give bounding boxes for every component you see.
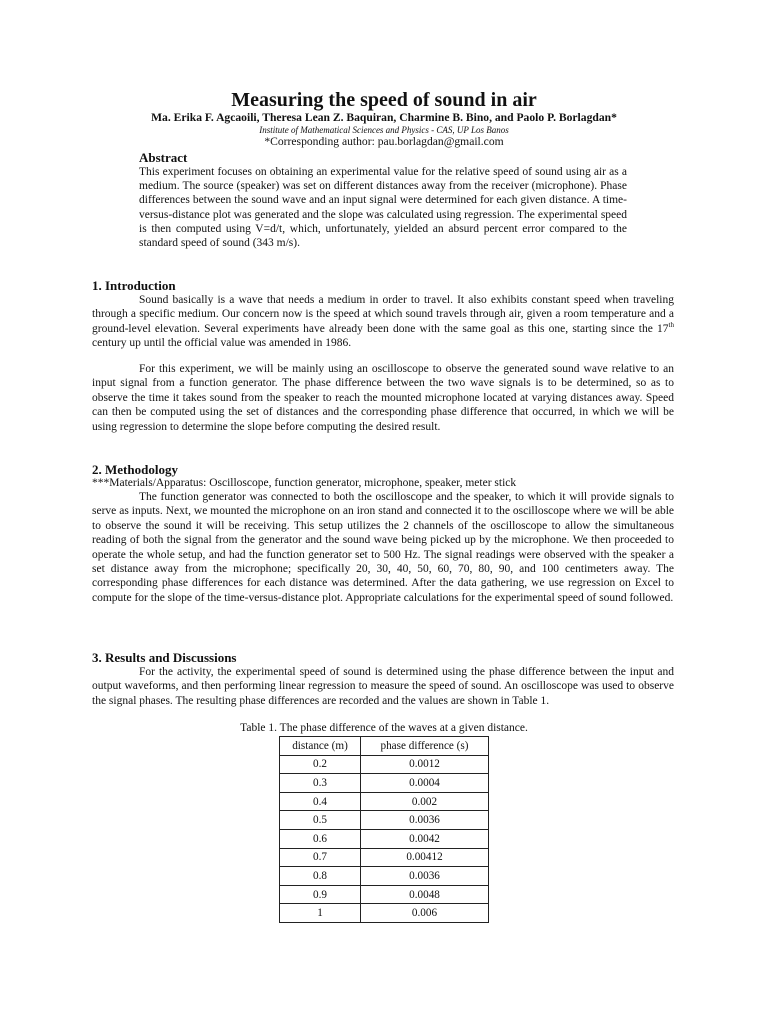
distance-cell: 0.3 [280,774,361,793]
phase-difference-cell: 0.0004 [361,774,489,793]
table-header-row [280,737,489,756]
introduction-paragraph-2: For this experiment, we will be mainly using an oscilloscope to observe the generated sound wave relative to an input signal from a function generator. The phase difference between the two wave signals is to be determined, so as to observe the time it takes sound from the speaker to reach the mounted microphone located at varying distances away. Speed can then be computed using the set of distances and the corresponding phase difference that occurred, in which we will be using regression to determine the slope before computing the desired result. [92,363,674,433]
corresponding-author: *Corresponding author: pau.borlagdan@gmail.com [264,135,504,148]
column-header-phase-difference: phase difference (s) [361,737,489,756]
paper-title: Measuring the speed of sound in air [231,89,537,111]
abstract-text: This experiment focuses on obtaining an experimental value for the relative speed of sound using air as a medium. The source (speaker) was set on different distances away from the receiver (microphone). Phase differences between the sound wave and an input signal were determined for each given distance. A time-versus-distance plot was generated and the slope was calculated using regression. The experimental speed is then computed using V=d/t, which, unfortunately, yielded an absurd percent error compared to the standard speed of sound (343 m/s). [139,166,627,250]
distance-cell: 0.6 [280,829,361,848]
results-paragraph: For the activity, the experimental speed of sound is determined using the phase difference between the input and output waveforms, and then performing linear regression to measure the speed of sound. An oscilloscope was used to observe the signal phases. The resulting phase differences are recorded and the values are shown in Table 1. [92,666,674,707]
table-row [280,829,489,848]
methodology-heading: 2. Methodology [92,462,178,477]
phase-difference-cell: 0.00412 [361,848,489,867]
introduction-paragraph-1 [92,293,674,351]
distance-cell: 0.5 [280,811,361,830]
century-superscript: th [668,320,674,329]
intro-p1-text-a: Sound basically is a wave that needs a medium in order to travel. It also exhibits constant speed when traveling through a specific medium. Our concern now is the speed at which sound travels through air, given a room temperature and a ground-level elevation. Several experiments have already been done with the same goal as this one, starting since the 17 [92,294,674,335]
table-row [280,904,489,923]
phase-difference-cell: 0.0036 [361,867,489,886]
paper-authors: Ma. Erika F. Agcaoili, Theresa Lean Z. Baquiran, Charmine B. Bino, and Paolo P. Borlagdan* [151,111,617,124]
introduction-heading: 1. Introduction [92,278,176,293]
distance-cell: 0.8 [280,867,361,886]
methodology-paragraph: The function generator was connected to both the oscilloscope and the speaker, to which it will provide signals to serve as inputs. Next, we mounted the microphone on an iron stand and connected it to the oscilloscope where we will be able to observe the sound it will be receiving. This setup utilizes the 2 channels of the oscilloscope to allow the simultaneous reading of both the signal from the generator and the sound wave being picked up by the microphone. We then proceeded to operate the whole setup, and had the function generator set to 500 Hz. The signal readings were observed with the speaker a set distance away from the microphone; specifically 20, 30, 40, 50, 60, 70, 80, 90, and 100 centimeters away. The corresponding phase differences for each distance was determined. After the data gathering, we use regression on Excel to compute for the slope of the time-versus-distance plot. Appropriate calculations for the experimental speed of sound followed. [92,491,674,604]
distance-cell: 0.2 [280,755,361,774]
table-row [280,885,489,904]
phase-difference-cell: 0.0042 [361,829,489,848]
table-row [280,792,489,811]
distance-cell: 0.4 [280,792,361,811]
phase-difference-cell: 0.006 [361,904,489,923]
table-row [280,811,489,830]
table-caption: Table 1. The phase difference of the waves at a given distance. [240,722,528,734]
results-heading: 3. Results and Discussions [92,650,237,665]
distance-cell: 1 [280,904,361,923]
intro-p1-text-b: century up until the official value was amended in 1986. [92,337,352,350]
distance-cell: 0.9 [280,885,361,904]
distance-cell: 0.7 [280,848,361,867]
abstract-heading: Abstract [139,150,188,165]
materials-line: ***Materials/Apparatus: Oscilloscope, function generator, microphone, speaker, meter stick [92,477,517,489]
column-header-distance: distance (m) [280,737,361,756]
paper-affiliation: Institute of Mathematical Sciences and Physics - CAS, UP Los Banos [259,125,509,135]
phase-difference-cell: 0.0012 [361,755,489,774]
table-row [280,755,489,774]
phase-difference-cell: 0.0036 [361,811,489,830]
phase-difference-cell: 0.002 [361,792,489,811]
table-row [280,774,489,793]
phase-difference-table [279,736,489,923]
table-row [280,867,489,886]
table-row [280,848,489,867]
phase-difference-cell: 0.0048 [361,885,489,904]
